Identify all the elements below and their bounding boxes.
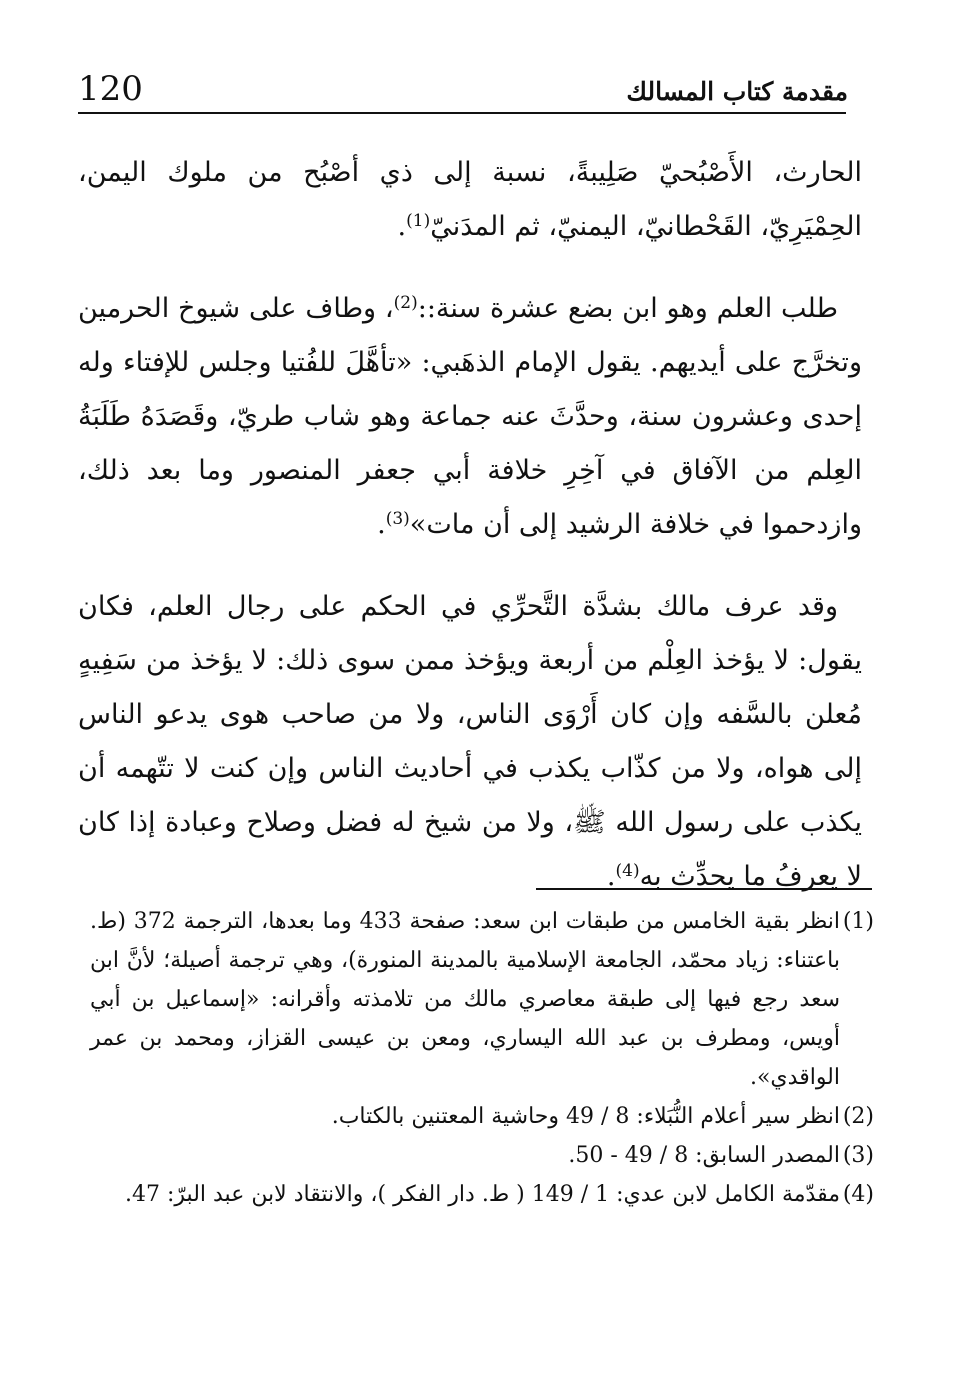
footnote-separator (536, 888, 872, 890)
paragraph-1 (78, 146, 862, 254)
footnote-number: (3) (842, 1143, 874, 1168)
paragraph-2-text-b: ، وطاف على شيوخ الحرمين وتخرَّج على أيديهم. يقول الإمام الذهَبي: «تأهَّلَ للفُتيا وجلس للإفتاء وله إحدى وعشرون سنة، وحدَّثَ عنه جماعة وهو شاب طريّ، وقَصَدَهُ طَلَبَةُ العِلم من الآفاق في آخِرِ خلافة أبي جعفر المنصور وما بعد ذلك، وازدحموا في خلافة الرشيد إلى أن مات» (78, 293, 862, 540)
paragraph-1-end: . (397, 211, 407, 242)
footnote-text: مقدّمة الكامل لابن عدي: 1 / 149 ( ط. دار الفكر )، والانتقاد لابن عبد البرّ: 47. (125, 1182, 840, 1207)
footnote-text: المصدر السابق: 8 / 49 - 50. (568, 1143, 840, 1168)
main-text (78, 146, 862, 932)
paragraph-2 (78, 282, 862, 552)
footnotes (90, 902, 874, 1214)
paragraph-3-text: وقد عرف مالك بشدَّة التَّحرِّي في الحكم على رجال العلم، فكان يقول: لا يؤخذ العِلْم من أربعة ويؤخذ ممن سوى ذلك: لا يؤخذ من سَفِيهٍ مُعلن بالسَّفه وإن كان أَرْوَى الناس، ولا من صاحب هوى يدعو الناس إلى هواه، ولا من كذّاب يكذب في أحاديث الناس وإن كنت لا تتّهمه أن يكذب على رسول الله ﷺ، ولا من شيخ له فضل وصلاح وعبادة إذا كان لا يعرفُ ما يحدِّث به (78, 591, 862, 892)
footnote-number: (2) (842, 1104, 874, 1129)
footnote-4 (90, 1175, 874, 1214)
footnote-ref-2: (2) (393, 293, 418, 313)
page-header (78, 58, 848, 110)
page-number: 120 (78, 69, 143, 109)
paragraph-2-text-a: طلب العلم وهو ابن بضع عشرة سنة:: (417, 293, 838, 324)
footnote-number: (1) (842, 909, 874, 934)
footnote-1 (90, 902, 874, 1097)
footnote-text: انظر بقية الخامس من طبقات ابن سعد: صفحة 433 وما بعدها، الترجمة 372 (ط. باعتناء: زياد محمّد، الجامعة الإسلامية بالمدينة المنورة)، وهي ترجمة أصيلة؛ لأنَّ ابن سعد رجع فيها إلى طبقة معاصري مالك من تلامذته وأقرانه: «إسماعيل بن أبي أويس، ومطرف بن عبد الله اليساري، ومعن بن عيسى القزاز، ومحمد بن عمر الواقدي». (90, 909, 840, 1090)
header-rule (78, 112, 846, 114)
footnote-number: (4) (842, 1182, 874, 1207)
footnote-text: انظر سير أعلام النُّبَلاء: 8 / 49 وحاشية المعتنين بالكتاب. (331, 1104, 840, 1129)
footnote-3 (90, 1136, 874, 1175)
running-title: مقدمة كتاب المسالك (626, 77, 848, 106)
paragraph-1-text: الحارث، الأَصْبُحيّ صَلِيبةً، نسبة إلى ذي أصْبُح من ملوك اليمن، الحِمْيَرِيّ، القَحْطانيّ، اليمنيّ، ثم المدَنيّ (78, 157, 862, 242)
paragraph-2-end: . (377, 509, 386, 540)
paragraph-3 (78, 580, 862, 904)
footnote-ref-4: (4) (615, 861, 640, 881)
paragraph-3-end: . (606, 861, 616, 892)
footnote-ref-3: (3) (385, 509, 410, 529)
footnote-2 (90, 1097, 874, 1136)
footnote-ref-1: (1) (406, 211, 431, 231)
